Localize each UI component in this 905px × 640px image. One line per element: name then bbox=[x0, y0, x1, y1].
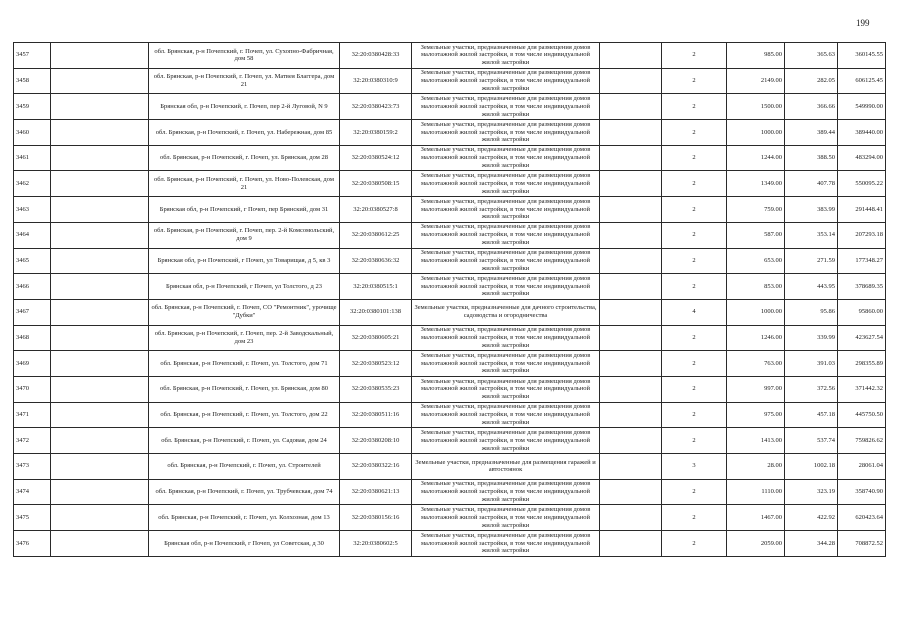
table-row bbox=[14, 479, 886, 505]
category: 2 bbox=[662, 68, 727, 94]
land-purpose: Земельные участки, предназначенные для размещения домов малоэтажной жилой застройки, в том числе индивидуальной жилой застройки bbox=[412, 120, 600, 146]
address: обл. Брянская, р-н Почепский, г. Почеп, ул. Трубчевская, дом 74 bbox=[149, 479, 340, 505]
table-row bbox=[14, 145, 886, 171]
blank-cell bbox=[600, 428, 662, 454]
land-purpose: Земельные участки, предназначенные для размещения домов малоэтажной жилой застройки, в том числе индивидуальной жилой застройки bbox=[412, 171, 600, 197]
cadastral-number: 32:20:0380508:15 bbox=[340, 171, 412, 197]
record-number: 3459 bbox=[14, 94, 51, 120]
category: 2 bbox=[662, 145, 727, 171]
address: обл. Брянская, р-н Почепский, г. Почеп, ул. Ново-Полевская, дом 21 bbox=[149, 171, 340, 197]
record-number: 3461 bbox=[14, 145, 51, 171]
land-purpose: Земельные участки, предназначенные для размещения домов малоэтажной жилой застройки, в том числе индивидуальной жилой застройки bbox=[412, 351, 600, 377]
area: 763.00 bbox=[727, 351, 785, 377]
price-per-unit: 282.05 bbox=[785, 68, 838, 94]
cadastral-value: 445750.50 bbox=[838, 402, 886, 428]
price-per-unit: 422.92 bbox=[785, 505, 838, 531]
area: 1000.00 bbox=[727, 120, 785, 146]
cadastral-value: 358740.90 bbox=[838, 479, 886, 505]
category: 2 bbox=[662, 479, 727, 505]
area: 28.00 bbox=[727, 454, 785, 480]
area: 1413.00 bbox=[727, 428, 785, 454]
cadastral-value: 423627.54 bbox=[838, 325, 886, 351]
category: 2 bbox=[662, 222, 727, 248]
record-number: 3476 bbox=[14, 531, 51, 557]
category: 4 bbox=[662, 299, 727, 325]
price-per-unit: 366.66 bbox=[785, 94, 838, 120]
address: обл. Брянская, р-н Почепский, г. Почеп, ул. Брянская, дом 28 bbox=[149, 145, 340, 171]
cadastral-value: 291448.41 bbox=[838, 197, 886, 223]
land-purpose: Земельные участки, предназначенные для размещения домов малоэтажной жилой застройки, в том числе индивидуальной жилой застройки bbox=[412, 145, 600, 171]
area: 997.00 bbox=[727, 376, 785, 402]
area: 975.00 bbox=[727, 402, 785, 428]
category: 2 bbox=[662, 376, 727, 402]
category: 2 bbox=[662, 171, 727, 197]
table-row bbox=[14, 248, 886, 274]
blank-cell bbox=[600, 68, 662, 94]
price-per-unit: 457.18 bbox=[785, 402, 838, 428]
area: 653.00 bbox=[727, 248, 785, 274]
address: обл. Брянская, р-н Почепский, г. Почеп, ул. Матвея Благгера, дом 21 bbox=[149, 68, 340, 94]
blank-cell bbox=[51, 299, 149, 325]
blank-cell bbox=[600, 274, 662, 300]
blank-cell bbox=[51, 43, 149, 69]
cadastral-value: 360145.55 bbox=[838, 43, 886, 69]
blank-cell bbox=[600, 454, 662, 480]
land-purpose: Земельные участки, предназначенные для размещения домов малоэтажной жилой застройки, в том числе индивидуальной жилой застройки bbox=[412, 402, 600, 428]
blank-cell bbox=[600, 197, 662, 223]
blank-cell bbox=[51, 248, 149, 274]
price-per-unit: 389.44 bbox=[785, 120, 838, 146]
land-purpose: Земельные участки, предназначенные для размещения домов малоэтажной жилой застройки, в том числе индивидуальной жилой застройки bbox=[412, 505, 600, 531]
record-number: 3465 bbox=[14, 248, 51, 274]
blank-cell bbox=[51, 402, 149, 428]
area: 2059.00 bbox=[727, 531, 785, 557]
table-row bbox=[14, 197, 886, 223]
cadastral-number: 32:20:0380636:32 bbox=[340, 248, 412, 274]
record-number: 3475 bbox=[14, 505, 51, 531]
price-per-unit: 353.14 bbox=[785, 222, 838, 248]
blank-cell bbox=[600, 351, 662, 377]
cadastral-number: 32:20:0380621:13 bbox=[340, 479, 412, 505]
category: 2 bbox=[662, 120, 727, 146]
blank-cell bbox=[51, 479, 149, 505]
blank-cell bbox=[51, 376, 149, 402]
cadastral-number: 32:20:0380310:9 bbox=[340, 68, 412, 94]
record-number: 3472 bbox=[14, 428, 51, 454]
cadastral-number: 32:20:0380428:33 bbox=[340, 43, 412, 69]
blank-cell bbox=[51, 94, 149, 120]
record-number: 3467 bbox=[14, 299, 51, 325]
price-per-unit: 271.59 bbox=[785, 248, 838, 274]
cadastral-value: 708872.52 bbox=[838, 531, 886, 557]
cadastral-value: 483294.00 bbox=[838, 145, 886, 171]
table-row bbox=[14, 94, 886, 120]
record-number: 3471 bbox=[14, 402, 51, 428]
address: обл. Брянская, р-н Почепский, г. Почеп, ул. Колхозная, дом 13 bbox=[149, 505, 340, 531]
cadastral-value: 550095.22 bbox=[838, 171, 886, 197]
cadastral-number: 32:20:0380511:16 bbox=[340, 402, 412, 428]
category: 2 bbox=[662, 351, 727, 377]
price-per-unit: 407.78 bbox=[785, 171, 838, 197]
table-row bbox=[14, 402, 886, 428]
record-number: 3457 bbox=[14, 43, 51, 69]
area: 1500.00 bbox=[727, 94, 785, 120]
address: обл. Брянская, р-н Почепский, г. Почеп, ул. Строителей bbox=[149, 454, 340, 480]
address: обл. Брянская, р-н Почепский, г. Почеп, пер. 2-й Заводскальный, дом 23 bbox=[149, 325, 340, 351]
address: обл. Брянская, р-н Почепский, г. Почеп, ул. Садовая, дом 24 bbox=[149, 428, 340, 454]
address: обл. Брянская, р-н Почепский, г. Почеп, СО "Ремонтник", урочище "Дубки" bbox=[149, 299, 340, 325]
area: 2149.00 bbox=[727, 68, 785, 94]
cadastral-number: 32:20:0380515:1 bbox=[340, 274, 412, 300]
cadastral-value: 389440.00 bbox=[838, 120, 886, 146]
land-purpose: Земельные участки, предназначенные для размещения домов малоэтажной жилой застройки, в том числе индивидуальной жилой застройки bbox=[412, 68, 600, 94]
land-purpose: Земельные участки, предназначенные для размещения домов малоэтажной жилой застройки, в том числе индивидуальной жилой застройки bbox=[412, 531, 600, 557]
blank-cell bbox=[600, 222, 662, 248]
record-number: 3470 bbox=[14, 376, 51, 402]
cadastral-number: 32:20:0380612:25 bbox=[340, 222, 412, 248]
blank-cell bbox=[600, 145, 662, 171]
land-purpose: Земельные участки, предназначенные для размещения домов малоэтажной жилой застройки, в том числе индивидуальной жилой застройки bbox=[412, 274, 600, 300]
cadastral-value: 606125.45 bbox=[838, 68, 886, 94]
address: Брянская обл, р-н Почепский, г Почеп, ул Советская, д 30 bbox=[149, 531, 340, 557]
category: 2 bbox=[662, 274, 727, 300]
page-number: 199 bbox=[856, 18, 870, 28]
record-number: 3466 bbox=[14, 274, 51, 300]
land-purpose: Земельные участки, предназначенные для размещения гаражей и автостоянок bbox=[412, 454, 600, 480]
record-number: 3464 bbox=[14, 222, 51, 248]
cadastral-value: 298355.89 bbox=[838, 351, 886, 377]
area: 1244.00 bbox=[727, 145, 785, 171]
cadastral-value: 620423.64 bbox=[838, 505, 886, 531]
category: 2 bbox=[662, 43, 727, 69]
cadastral-value: 95860.00 bbox=[838, 299, 886, 325]
blank-cell bbox=[600, 505, 662, 531]
cadastral-value: 371442.32 bbox=[838, 376, 886, 402]
category: 2 bbox=[662, 428, 727, 454]
table-row bbox=[14, 325, 886, 351]
blank-cell bbox=[600, 531, 662, 557]
category: 2 bbox=[662, 325, 727, 351]
cadastral-number: 32:20:0380535:23 bbox=[340, 376, 412, 402]
cadastral-number: 32:20:0380208:10 bbox=[340, 428, 412, 454]
blank-cell bbox=[600, 376, 662, 402]
land-purpose: Земельные участки, предназначенные для размещения домов малоэтажной жилой застройки, в том числе индивидуальной жилой застройки bbox=[412, 479, 600, 505]
address: обл. Брянская, р-н Почепский, г. Почеп, ул. Сухопно-Фабричная, дом 58 bbox=[149, 43, 340, 69]
cadastral-value: 28061.04 bbox=[838, 454, 886, 480]
table-row bbox=[14, 428, 886, 454]
land-purpose: Земельные участки, предназначенные для размещения домов малоэтажной жилой застройки, в том числе индивидуальной жилой застройки bbox=[412, 376, 600, 402]
area: 853.00 bbox=[727, 274, 785, 300]
blank-cell bbox=[51, 428, 149, 454]
cadastral-number: 32:20:0380322:16 bbox=[340, 454, 412, 480]
blank-cell bbox=[51, 222, 149, 248]
price-per-unit: 443.95 bbox=[785, 274, 838, 300]
blank-cell bbox=[600, 120, 662, 146]
cadastral-value: 207293.18 bbox=[838, 222, 886, 248]
price-per-unit: 388.50 bbox=[785, 145, 838, 171]
blank-cell bbox=[600, 171, 662, 197]
record-number: 3468 bbox=[14, 325, 51, 351]
area: 587.00 bbox=[727, 222, 785, 248]
category: 2 bbox=[662, 505, 727, 531]
land-purpose: Земельные участки, предназначенные для дачного строительства, садоводства и огородничества bbox=[412, 299, 600, 325]
cadastral-number: 32:20:0380423:73 bbox=[340, 94, 412, 120]
blank-cell bbox=[51, 120, 149, 146]
blank-cell bbox=[51, 68, 149, 94]
table-row bbox=[14, 222, 886, 248]
cadastral-value: 177348.27 bbox=[838, 248, 886, 274]
cadastral-value: 549990.00 bbox=[838, 94, 886, 120]
price-per-unit: 372.56 bbox=[785, 376, 838, 402]
area: 1110.00 bbox=[727, 479, 785, 505]
address: Брянская обл, р-н Почепский, г. Почеп, пер 2-й Луговой, N 9 bbox=[149, 94, 340, 120]
blank-cell bbox=[600, 299, 662, 325]
table-row bbox=[14, 454, 886, 480]
table-row bbox=[14, 171, 886, 197]
address: Брянская обл, р-н Почепский, г Почеп, пер Брянский, дом 31 bbox=[149, 197, 340, 223]
blank-cell bbox=[51, 454, 149, 480]
cadastral-number: 32:20:0380156:16 bbox=[340, 505, 412, 531]
category: 2 bbox=[662, 248, 727, 274]
cadastral-number: 32:20:0380527:8 bbox=[340, 197, 412, 223]
cadastral-value: 759826.62 bbox=[838, 428, 886, 454]
price-per-unit: 365.63 bbox=[785, 43, 838, 69]
price-per-unit: 383.99 bbox=[785, 197, 838, 223]
blank-cell bbox=[600, 248, 662, 274]
address: Брянская обл, р-н Почепский, г Почеп, ул Толстого, д 23 bbox=[149, 274, 340, 300]
address: обл. Брянская, р-н Почепский, г. Почеп, пер. 2-й Комсомольский, дом 9 bbox=[149, 222, 340, 248]
cadastral-registry-table bbox=[13, 42, 886, 557]
land-purpose: Земельные участки, предназначенные для размещения домов малоэтажной жилой застройки, в том числе индивидуальной жилой застройки bbox=[412, 222, 600, 248]
record-number: 3460 bbox=[14, 120, 51, 146]
record-number: 3473 bbox=[14, 454, 51, 480]
area: 985.00 bbox=[727, 43, 785, 69]
category: 2 bbox=[662, 531, 727, 557]
area: 1000.00 bbox=[727, 299, 785, 325]
blank-cell bbox=[51, 351, 149, 377]
blank-cell bbox=[600, 402, 662, 428]
area: 1467.00 bbox=[727, 505, 785, 531]
address: обл. Брянская, р-н Почепский, г. Почеп, ул. Толстого, дом 22 bbox=[149, 402, 340, 428]
address: обл. Брянская, р-н Почепский, г. Почеп, ул. Набережная, дом 85 bbox=[149, 120, 340, 146]
cadastral-value: 378689.35 bbox=[838, 274, 886, 300]
blank-cell bbox=[600, 94, 662, 120]
price-per-unit: 1002.18 bbox=[785, 454, 838, 480]
blank-cell bbox=[51, 171, 149, 197]
land-purpose: Земельные участки, предназначенные для размещения домов малоэтажной жилой застройки, в том числе индивидуальной жилой застройки bbox=[412, 94, 600, 120]
cadastral-number: 32:20:0380101:138 bbox=[340, 299, 412, 325]
area: 1246.00 bbox=[727, 325, 785, 351]
table-row bbox=[14, 274, 886, 300]
category: 3 bbox=[662, 454, 727, 480]
price-per-unit: 537.74 bbox=[785, 428, 838, 454]
price-per-unit: 95.86 bbox=[785, 299, 838, 325]
table-row bbox=[14, 351, 886, 377]
blank-cell bbox=[51, 274, 149, 300]
blank-cell bbox=[600, 479, 662, 505]
cadastral-number: 32:20:0380523:12 bbox=[340, 351, 412, 377]
record-number: 3463 bbox=[14, 197, 51, 223]
blank-cell bbox=[600, 43, 662, 69]
land-purpose: Земельные участки, предназначенные для размещения домов малоэтажной жилой застройки, в том числе индивидуальной жилой застройки bbox=[412, 43, 600, 69]
price-per-unit: 391.03 bbox=[785, 351, 838, 377]
table-body bbox=[14, 43, 886, 557]
table-row bbox=[14, 376, 886, 402]
cadastral-number: 32:20:0380602:5 bbox=[340, 531, 412, 557]
blank-cell bbox=[51, 197, 149, 223]
category: 2 bbox=[662, 197, 727, 223]
table-row bbox=[14, 68, 886, 94]
land-purpose: Земельные участки, предназначенные для размещения домов малоэтажной жилой застройки, в том числе индивидуальной жилой застройки bbox=[412, 197, 600, 223]
area: 759.00 bbox=[727, 197, 785, 223]
blank-cell bbox=[51, 531, 149, 557]
blank-cell bbox=[51, 145, 149, 171]
table-row bbox=[14, 43, 886, 69]
cadastral-number: 32:20:0380605:21 bbox=[340, 325, 412, 351]
table-row bbox=[14, 505, 886, 531]
table-row bbox=[14, 299, 886, 325]
land-purpose: Земельные участки, предназначенные для размещения домов малоэтажной жилой застройки, в том числе индивидуальной жилой застройки bbox=[412, 325, 600, 351]
record-number: 3458 bbox=[14, 68, 51, 94]
record-number: 3462 bbox=[14, 171, 51, 197]
table-row bbox=[14, 531, 886, 557]
record-number: 3474 bbox=[14, 479, 51, 505]
cadastral-number: 32:20:0380524:12 bbox=[340, 145, 412, 171]
record-number: 3469 bbox=[14, 351, 51, 377]
blank-cell bbox=[51, 505, 149, 531]
category: 2 bbox=[662, 94, 727, 120]
area: 1349.00 bbox=[727, 171, 785, 197]
blank-cell bbox=[51, 325, 149, 351]
cadastral-number: 32:20:0380159:2 bbox=[340, 120, 412, 146]
price-per-unit: 323.19 bbox=[785, 479, 838, 505]
category: 2 bbox=[662, 402, 727, 428]
address: обл. Брянская, р-н Почепский, г. Почеп, ул. Брянская, дом 80 bbox=[149, 376, 340, 402]
blank-cell bbox=[600, 325, 662, 351]
price-per-unit: 344.28 bbox=[785, 531, 838, 557]
address: обл. Брянская, р-н Почепский, г. Почеп, ул. Толстого, дом 71 bbox=[149, 351, 340, 377]
land-purpose: Земельные участки, предназначенные для размещения домов малоэтажной жилой застройки, в том числе индивидуальной жилой застройки bbox=[412, 248, 600, 274]
table-row bbox=[14, 120, 886, 146]
address: Брянская обл, р-н Почепский, г Почеп, ул Товарищая, д 5, кв 3 bbox=[149, 248, 340, 274]
price-per-unit: 339.99 bbox=[785, 325, 838, 351]
land-purpose: Земельные участки, предназначенные для размещения домов малоэтажной жилой застройки, в том числе индивидуальной жилой застройки bbox=[412, 428, 600, 454]
